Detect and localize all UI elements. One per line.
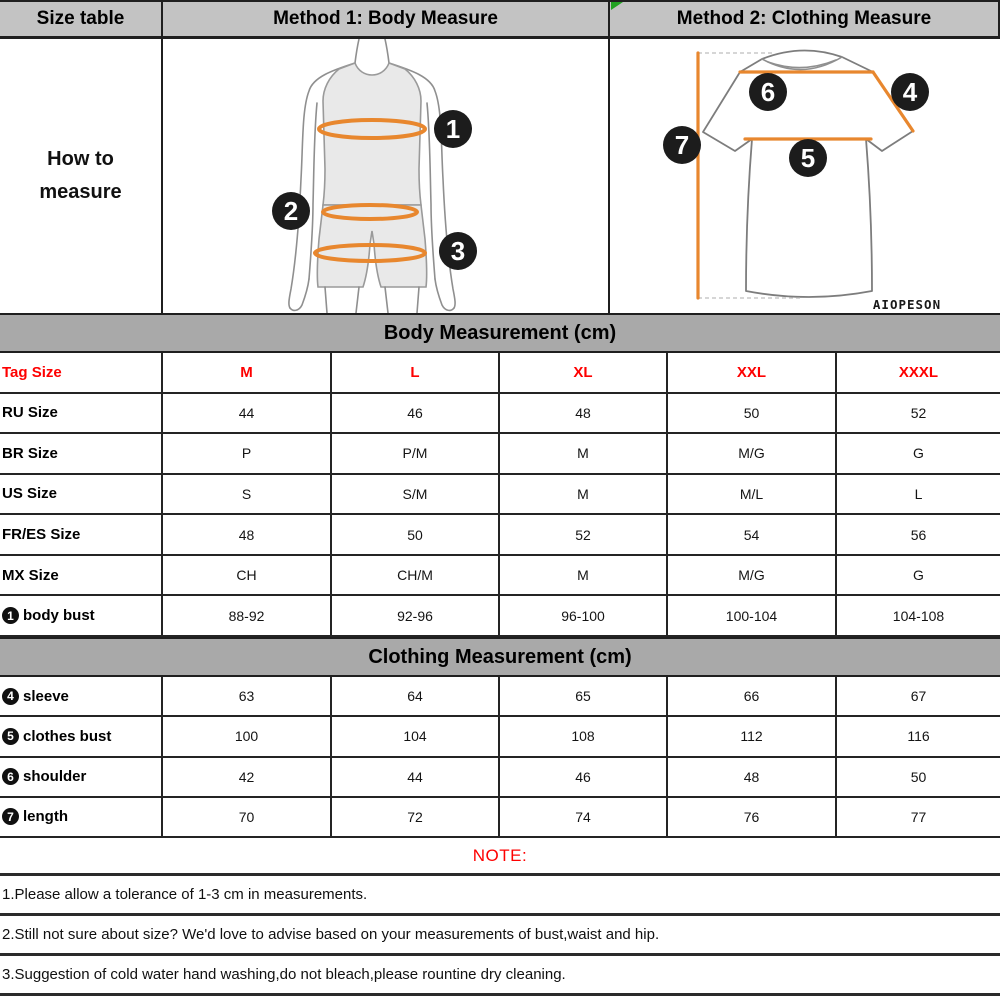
- size-cell: L: [837, 475, 1000, 516]
- size-cell: 46: [500, 758, 668, 798]
- table-row: [0, 758, 1000, 798]
- circled-number-icon: 6: [2, 768, 19, 785]
- marker-2-waist-icon: [272, 192, 310, 230]
- size-cell: 92-96: [332, 596, 500, 637]
- body-illustration-cell: [163, 39, 610, 313]
- size-cell: M/G: [668, 434, 837, 475]
- note-item: 1.Please allow a tolerance of 1-3 cm in measurements.: [0, 876, 1000, 916]
- marker-3-hip-icon: [439, 232, 477, 270]
- size-cell: 63: [163, 677, 332, 717]
- size-cell: 52: [500, 515, 668, 556]
- table-row: [0, 798, 1000, 838]
- marker-6-shoulder-icon: [749, 73, 787, 111]
- svg-text:3: 3: [450, 236, 466, 266]
- notes-section: [0, 876, 1000, 996]
- size-cell: 56: [837, 515, 1000, 556]
- size-cell: 108: [500, 717, 668, 757]
- size-cell: 67: [837, 677, 1000, 717]
- brand-label: AIOPESON: [872, 297, 942, 312]
- marker-5-clothes-bust-icon: [789, 139, 827, 177]
- size-cell: M: [500, 434, 668, 475]
- row-label: FR/ES Size: [0, 515, 163, 556]
- size-cell: 112: [668, 717, 837, 757]
- size-cell: P/M: [332, 434, 500, 475]
- table-row: [0, 475, 1000, 516]
- size-cell: 50: [332, 515, 500, 556]
- column-header: M: [163, 353, 332, 394]
- size-cell: 100-104: [668, 596, 837, 637]
- table-header-row: [0, 353, 1000, 394]
- size-cell: M: [500, 556, 668, 597]
- size-cell: 44: [332, 758, 500, 798]
- svg-text:4: 4: [902, 77, 918, 107]
- size-cell: CH/M: [332, 556, 500, 597]
- column-header: L: [332, 353, 500, 394]
- note-title: NOTE:: [0, 838, 1000, 876]
- body-neck-line: [355, 39, 359, 63]
- row-label: [0, 798, 163, 838]
- size-cell: 100: [163, 717, 332, 757]
- size-cell: 72: [332, 798, 500, 838]
- size-cell: 96-100: [500, 596, 668, 637]
- column-header: XL: [500, 353, 668, 394]
- size-cell: 50: [837, 758, 1000, 798]
- size-cell: S: [163, 475, 332, 516]
- marker-1-bust-icon: [434, 110, 472, 148]
- size-cell: 52: [837, 394, 1000, 435]
- row-label: [0, 758, 163, 798]
- clothing-measurement-title: Clothing Measurement (cm): [0, 637, 1000, 677]
- size-cell: 88-92: [163, 596, 332, 637]
- size-cell: 76: [668, 798, 837, 838]
- clothing-measure-illustration: [610, 39, 998, 313]
- how-to-measure-label: How to measure: [39, 148, 122, 203]
- row-label: [0, 677, 163, 717]
- table-row: [0, 556, 1000, 597]
- clothing-measurement-table: [0, 677, 1000, 838]
- size-cell: 74: [500, 798, 668, 838]
- size-cell: 104-108: [837, 596, 1000, 637]
- size-cell: 65: [500, 677, 668, 717]
- row-label: [0, 717, 163, 757]
- row-label: US Size: [0, 475, 163, 516]
- row-label-text: length: [23, 808, 68, 826]
- row-label: [0, 596, 163, 637]
- size-cell: 44: [163, 394, 332, 435]
- table-row: [0, 434, 1000, 475]
- illustration-row: [0, 39, 1000, 313]
- svg-text:6: 6: [760, 77, 776, 107]
- size-cell: 116: [837, 717, 1000, 757]
- svg-text:1: 1: [445, 114, 461, 144]
- circled-number-icon: 7: [2, 808, 19, 825]
- size-cell: 104: [332, 717, 500, 757]
- note-item: 2.Still not sure about size? We'd love to advise based on your measurements of bust,waist and hip.: [0, 916, 1000, 956]
- size-cell: 50: [668, 394, 837, 435]
- circled-number-icon: 5: [2, 728, 19, 745]
- size-cell: 77: [837, 798, 1000, 838]
- size-cell: 46: [332, 394, 500, 435]
- table-row: [0, 717, 1000, 757]
- size-cell: G: [837, 556, 1000, 597]
- marker-4-sleeve-icon: [891, 73, 929, 111]
- green-corner-marker-icon: [611, 2, 623, 10]
- marker-7-length-icon: [663, 126, 701, 164]
- size-cell: M: [500, 475, 668, 516]
- svg-text:2: 2: [283, 196, 299, 226]
- body-measurement-title: Body Measurement (cm): [0, 313, 1000, 353]
- row-label: BR Size: [0, 434, 163, 475]
- row-label-text: body bust: [23, 607, 95, 625]
- svg-text:7: 7: [674, 130, 690, 160]
- body-measure-illustration: [163, 39, 608, 313]
- svg-text:5: 5: [800, 143, 816, 173]
- circled-number-icon: 1: [2, 607, 19, 624]
- note-item: 3.Suggestion of cold water hand washing,do not bleach,please rountine dry cleaning.: [0, 956, 1000, 996]
- size-cell: P: [163, 434, 332, 475]
- column-header: Tag Size: [0, 353, 163, 394]
- how-to-measure-cell: [0, 39, 163, 313]
- column-header: XXL: [668, 353, 837, 394]
- size-cell: 42: [163, 758, 332, 798]
- row-label-text: clothes bust: [23, 727, 112, 745]
- table-row: [0, 596, 1000, 637]
- row-label-text: sleeve: [23, 687, 69, 705]
- header-method1: Method 1: Body Measure: [163, 2, 610, 36]
- shirt-illustration-cell: [610, 39, 1000, 313]
- table-row: [0, 677, 1000, 717]
- header-size-table: Size table: [0, 2, 163, 36]
- row-label: RU Size: [0, 394, 163, 435]
- size-cell: S/M: [332, 475, 500, 516]
- size-cell: 48: [500, 394, 668, 435]
- size-cell: 64: [332, 677, 500, 717]
- size-cell: G: [837, 434, 1000, 475]
- body-measurement-table: [0, 353, 1000, 637]
- header-method2: Method 2: Clothing Measure: [610, 2, 1000, 36]
- column-header: XXXL: [837, 353, 1000, 394]
- table-row: [0, 394, 1000, 435]
- size-cell: 48: [668, 758, 837, 798]
- size-cell: M/G: [668, 556, 837, 597]
- size-cell: 48: [163, 515, 332, 556]
- size-cell: CH: [163, 556, 332, 597]
- row-label: MX Size: [0, 556, 163, 597]
- size-cell: 66: [668, 677, 837, 717]
- size-cell: 70: [163, 798, 332, 838]
- size-cell: 54: [668, 515, 837, 556]
- header-row: [0, 0, 1000, 39]
- table-row: [0, 515, 1000, 556]
- circled-number-icon: 4: [2, 688, 19, 705]
- row-label-text: shoulder: [23, 768, 87, 786]
- size-cell: M/L: [668, 475, 837, 516]
